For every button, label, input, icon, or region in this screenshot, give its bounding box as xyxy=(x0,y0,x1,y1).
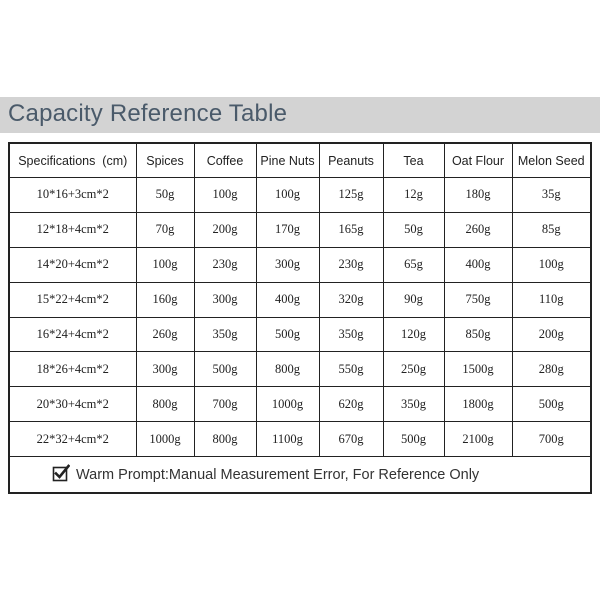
spec-cell: 16*24+4cm*2 xyxy=(10,317,136,352)
spec-cell: 18*26+4cm*2 xyxy=(10,352,136,387)
table-header-row xyxy=(10,144,590,178)
capacity-cell: 350g xyxy=(383,387,444,422)
header-specifications: Specifications (cm) xyxy=(10,144,136,178)
capacity-cell: 320g xyxy=(319,282,383,317)
capacity-cell: 800g xyxy=(194,422,256,457)
capacity-cell: 170g xyxy=(256,212,319,247)
note-cell xyxy=(10,457,590,494)
header-spices: Spices xyxy=(136,144,194,178)
spec-cell: 20*30+4cm*2 xyxy=(10,387,136,422)
capacity-cell: 100g xyxy=(512,247,590,282)
capacity-cell: 200g xyxy=(194,212,256,247)
header-peanuts: Peanuts xyxy=(319,144,383,178)
header-melon-seed: Melon Seed xyxy=(512,144,590,178)
checkbox-checked-icon xyxy=(52,464,70,482)
capacity-cell: 100g xyxy=(256,178,319,213)
table-row xyxy=(10,247,590,282)
spec-cell: 14*20+4cm*2 xyxy=(10,247,136,282)
capacity-cell: 50g xyxy=(136,178,194,213)
capacity-cell: 280g xyxy=(512,352,590,387)
capacity-table-container xyxy=(8,142,592,494)
capacity-cell: 100g xyxy=(136,247,194,282)
table-row xyxy=(10,317,590,352)
capacity-cell: 165g xyxy=(319,212,383,247)
capacity-cell: 500g xyxy=(512,387,590,422)
capacity-cell: 100g xyxy=(194,178,256,213)
capacity-cell: 65g xyxy=(383,247,444,282)
capacity-cell: 300g xyxy=(136,352,194,387)
note-row xyxy=(10,457,590,494)
capacity-cell: 300g xyxy=(194,282,256,317)
capacity-cell: 120g xyxy=(383,317,444,352)
capacity-cell: 400g xyxy=(444,247,512,282)
capacity-cell: 2100g xyxy=(444,422,512,457)
title-bar xyxy=(0,97,600,133)
spec-cell: 12*18+4cm*2 xyxy=(10,212,136,247)
capacity-cell: 160g xyxy=(136,282,194,317)
capacity-cell: 125g xyxy=(319,178,383,213)
capacity-cell: 300g xyxy=(256,247,319,282)
capacity-cell: 350g xyxy=(319,317,383,352)
capacity-cell: 750g xyxy=(444,282,512,317)
capacity-cell: 1100g xyxy=(256,422,319,457)
capacity-cell: 700g xyxy=(512,422,590,457)
table-row xyxy=(10,212,590,247)
capacity-cell: 85g xyxy=(512,212,590,247)
header-oat-flour: Oat Flour xyxy=(444,144,512,178)
spec-cell: 22*32+4cm*2 xyxy=(10,422,136,457)
note-text: Warm Prompt:Manual Measurement Error, For Reference Only xyxy=(76,466,480,483)
capacity-cell: 700g xyxy=(194,387,256,422)
capacity-cell: 550g xyxy=(319,352,383,387)
spec-cell: 15*22+4cm*2 xyxy=(10,282,136,317)
capacity-cell: 800g xyxy=(136,387,194,422)
capacity-cell: 260g xyxy=(136,317,194,352)
capacity-cell: 1500g xyxy=(444,352,512,387)
capacity-cell: 400g xyxy=(256,282,319,317)
table-row xyxy=(10,282,590,317)
page-title: Capacity Reference Table xyxy=(8,100,288,127)
capacity-cell: 500g xyxy=(194,352,256,387)
capacity-cell: 50g xyxy=(383,212,444,247)
header-pine-nuts: Pine Nuts xyxy=(256,144,319,178)
capacity-cell: 90g xyxy=(383,282,444,317)
capacity-cell: 110g xyxy=(512,282,590,317)
capacity-cell: 500g xyxy=(383,422,444,457)
capacity-cell: 70g xyxy=(136,212,194,247)
header-coffee: Coffee xyxy=(194,144,256,178)
capacity-table xyxy=(10,144,590,493)
capacity-cell: 35g xyxy=(512,178,590,213)
capacity-cell: 250g xyxy=(383,352,444,387)
capacity-cell: 500g xyxy=(256,317,319,352)
capacity-cell: 200g xyxy=(512,317,590,352)
capacity-cell: 12g xyxy=(383,178,444,213)
capacity-cell: 800g xyxy=(256,352,319,387)
capacity-cell: 180g xyxy=(444,178,512,213)
spec-cell: 10*16+3cm*2 xyxy=(10,178,136,213)
capacity-cell: 230g xyxy=(319,247,383,282)
header-tea: Tea xyxy=(383,144,444,178)
capacity-cell: 230g xyxy=(194,247,256,282)
table-row xyxy=(10,178,590,213)
capacity-cell: 670g xyxy=(319,422,383,457)
capacity-cell: 620g xyxy=(319,387,383,422)
capacity-cell: 850g xyxy=(444,317,512,352)
table-row xyxy=(10,387,590,422)
table-row xyxy=(10,352,590,387)
capacity-cell: 350g xyxy=(194,317,256,352)
capacity-cell: 1800g xyxy=(444,387,512,422)
capacity-cell: 1000g xyxy=(256,387,319,422)
table-row xyxy=(10,422,590,457)
capacity-cell: 1000g xyxy=(136,422,194,457)
table-body xyxy=(10,178,590,457)
capacity-cell: 260g xyxy=(444,212,512,247)
